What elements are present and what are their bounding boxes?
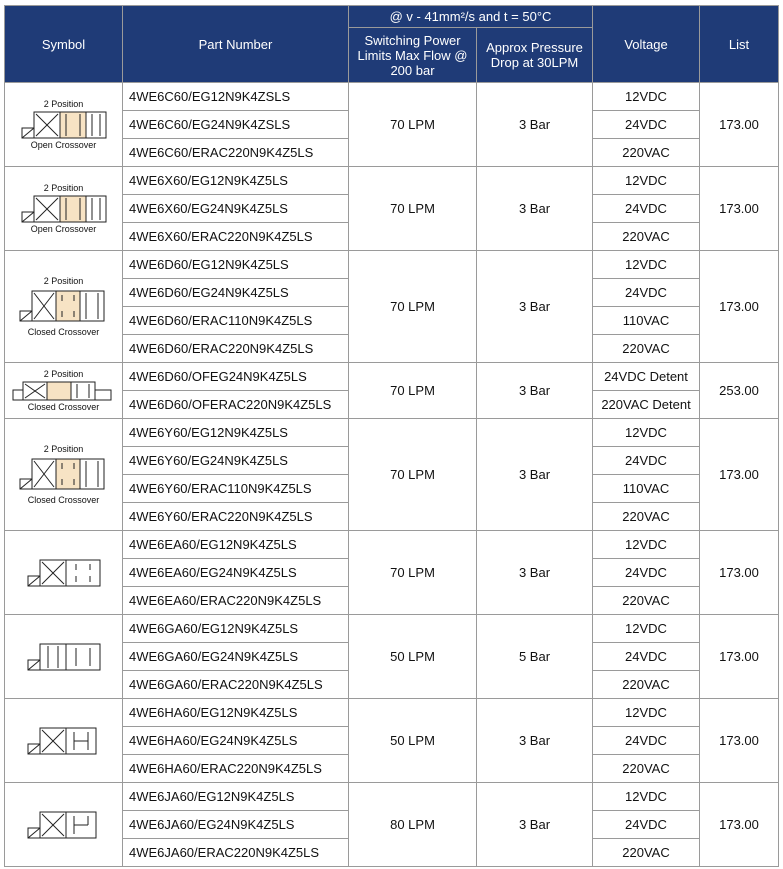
voltage-cell: 220VAC bbox=[593, 335, 700, 363]
part-number-cell: 4WE6Y60/ERAC110N9K4Z5LS bbox=[123, 475, 349, 503]
symbol-top-label: 2 Position bbox=[43, 275, 84, 286]
voltage-cell: 12VDC bbox=[593, 251, 700, 279]
list-price-cell: 173.00 bbox=[700, 783, 779, 867]
voltage-cell: 220VAC Detent bbox=[593, 391, 700, 419]
table-row bbox=[5, 531, 779, 559]
col-header-conditions: @ v - 41mm²/s and t = 50°C bbox=[349, 6, 593, 28]
voltage-cell: 12VDC bbox=[593, 615, 700, 643]
table-row bbox=[5, 699, 779, 727]
table-row bbox=[5, 783, 779, 811]
symbol-cell bbox=[5, 167, 123, 251]
flow-cell: 70 LPM bbox=[349, 167, 477, 251]
symbol-cell bbox=[5, 699, 123, 783]
part-number-cell: 4WE6HA60/EG12N9K4Z5LS bbox=[123, 699, 349, 727]
table-row bbox=[5, 419, 779, 447]
voltage-cell: 12VDC bbox=[593, 699, 700, 727]
voltage-cell: 24VDC bbox=[593, 111, 700, 139]
table-row bbox=[5, 251, 779, 279]
symbol-bottom-label: Closed Crossover bbox=[27, 326, 100, 337]
symbol-cell bbox=[5, 363, 123, 419]
flow-cell: 70 LPM bbox=[349, 83, 477, 167]
valve-symbol-icon bbox=[24, 640, 104, 674]
table-row bbox=[5, 167, 779, 195]
valve-symbol-icon bbox=[24, 556, 104, 590]
valve-symbol-icon bbox=[24, 808, 104, 842]
list-price-cell: 173.00 bbox=[700, 251, 779, 363]
part-number-cell: 4WE6D60/EG24N9K4Z5LS bbox=[123, 279, 349, 307]
valve-symbol-icon bbox=[11, 380, 117, 402]
flow-cell: 50 LPM bbox=[349, 699, 477, 783]
list-price-cell: 173.00 bbox=[700, 419, 779, 531]
valve-symbol-icon bbox=[18, 287, 110, 327]
part-number-cell: 4WE6C60/ERAC220N9K4Z5LS bbox=[123, 139, 349, 167]
col-header-symbol: Symbol bbox=[5, 6, 123, 83]
col-header-voltage: Voltage bbox=[593, 6, 700, 83]
pressure-cell: 3 Bar bbox=[477, 699, 593, 783]
part-number-cell: 4WE6HA60/ERAC220N9K4Z5LS bbox=[123, 755, 349, 783]
part-number-cell: 4WE6HA60/EG24N9K4Z5LS bbox=[123, 727, 349, 755]
part-number-cell: 4WE6EA60/ERAC220N9K4Z5LS bbox=[123, 587, 349, 615]
part-number-cell: 4WE6GA60/ERAC220N9K4Z5LS bbox=[123, 671, 349, 699]
part-number-cell: 4WE6JA60/EG24N9K4Z5LS bbox=[123, 811, 349, 839]
symbol-cell bbox=[5, 531, 123, 615]
valve-price-table bbox=[4, 5, 779, 867]
valve-symbol-icon bbox=[18, 110, 110, 140]
voltage-cell: 24VDC bbox=[593, 279, 700, 307]
flow-cell: 70 LPM bbox=[349, 251, 477, 363]
voltage-cell: 12VDC bbox=[593, 167, 700, 195]
list-price-cell: 173.00 bbox=[700, 615, 779, 699]
part-number-cell: 4WE6GA60/EG24N9K4Z5LS bbox=[123, 643, 349, 671]
pressure-cell: 3 Bar bbox=[477, 363, 593, 419]
symbol-top-label: 2 Position bbox=[43, 443, 84, 454]
flow-cell: 70 LPM bbox=[349, 419, 477, 531]
valve-symbol-icon bbox=[18, 455, 110, 495]
part-number-cell: 4WE6D60/ERAC220N9K4Z5LS bbox=[123, 335, 349, 363]
voltage-cell: 24VDC bbox=[593, 447, 700, 475]
voltage-cell: 24VDC bbox=[593, 195, 700, 223]
voltage-cell: 24VDC bbox=[593, 559, 700, 587]
symbol-bottom-label: Open Crossover bbox=[30, 223, 97, 234]
symbol-bottom-label: Closed Crossover bbox=[27, 494, 100, 505]
valve-symbol-icon bbox=[24, 724, 104, 758]
part-number-cell: 4WE6X60/EG12N9K4Z5LS bbox=[123, 167, 349, 195]
voltage-cell: 12VDC bbox=[593, 419, 700, 447]
part-number-cell: 4WE6C60/EG12N9K4ZSLS bbox=[123, 83, 349, 111]
list-price-cell: 253.00 bbox=[700, 363, 779, 419]
voltage-cell: 12VDC bbox=[593, 783, 700, 811]
symbol-cell bbox=[5, 419, 123, 531]
voltage-cell: 220VAC bbox=[593, 587, 700, 615]
part-number-cell: 4WE6EA60/EG24N9K4Z5LS bbox=[123, 559, 349, 587]
voltage-cell: 24VDC bbox=[593, 727, 700, 755]
voltage-cell: 24VDC bbox=[593, 643, 700, 671]
pressure-cell: 3 Bar bbox=[477, 83, 593, 167]
symbol-top-label: 2 Position bbox=[43, 368, 84, 379]
pressure-cell: 3 Bar bbox=[477, 251, 593, 363]
symbol-cell bbox=[5, 251, 123, 363]
symbol-cell bbox=[5, 615, 123, 699]
table-row bbox=[5, 363, 779, 391]
flow-cell: 50 LPM bbox=[349, 615, 477, 699]
part-number-cell: 4WE6C60/EG24N9K4ZSLS bbox=[123, 111, 349, 139]
voltage-cell: 110VAC bbox=[593, 307, 700, 335]
voltage-cell: 220VAC bbox=[593, 671, 700, 699]
pressure-cell: 5 Bar bbox=[477, 615, 593, 699]
list-price-cell: 173.00 bbox=[700, 167, 779, 251]
list-price-cell: 173.00 bbox=[700, 83, 779, 167]
part-number-cell: 4WE6Y60/EG12N9K4Z5LS bbox=[123, 419, 349, 447]
col-header-flow: Switching Power Limits Max Flow @ 200 bar bbox=[349, 28, 477, 83]
voltage-cell: 220VAC bbox=[593, 223, 700, 251]
flow-cell: 70 LPM bbox=[349, 531, 477, 615]
pressure-cell: 3 Bar bbox=[477, 783, 593, 867]
part-number-cell: 4WE6D60/OFEG24N9K4Z5LS bbox=[123, 363, 349, 391]
part-number-cell: 4WE6EA60/EG12N9K4Z5LS bbox=[123, 531, 349, 559]
voltage-cell: 220VAC bbox=[593, 139, 700, 167]
voltage-cell: 24VDC bbox=[593, 811, 700, 839]
part-number-cell: 4WE6D60/ERAC110N9K4Z5LS bbox=[123, 307, 349, 335]
pressure-cell: 3 Bar bbox=[477, 419, 593, 531]
part-number-cell: 4WE6JA60/ERAC220N9K4Z5LS bbox=[123, 839, 349, 867]
table-row bbox=[5, 83, 779, 111]
voltage-cell: 220VAC bbox=[593, 839, 700, 867]
col-header-part-number: Part Number bbox=[123, 6, 349, 83]
table-row bbox=[5, 615, 779, 643]
col-header-list: List bbox=[700, 6, 779, 83]
part-number-cell: 4WE6X60/EG24N9K4Z5LS bbox=[123, 195, 349, 223]
list-price-cell: 173.00 bbox=[700, 531, 779, 615]
symbol-cell bbox=[5, 783, 123, 867]
part-number-cell: 4WE6X60/ERAC220N9K4Z5LS bbox=[123, 223, 349, 251]
flow-cell: 70 LPM bbox=[349, 363, 477, 419]
pressure-cell: 3 Bar bbox=[477, 167, 593, 251]
symbol-bottom-label: Closed Crossover bbox=[27, 401, 100, 412]
list-price-cell: 173.00 bbox=[700, 699, 779, 783]
voltage-cell: 110VAC bbox=[593, 475, 700, 503]
pressure-cell: 3 Bar bbox=[477, 531, 593, 615]
symbol-top-label: 2 Position bbox=[43, 98, 84, 109]
voltage-cell: 220VAC bbox=[593, 503, 700, 531]
symbol-cell bbox=[5, 83, 123, 167]
flow-cell: 80 LPM bbox=[349, 783, 477, 867]
symbol-top-label: 2 Position bbox=[43, 182, 84, 193]
voltage-cell: 24VDC Detent bbox=[593, 363, 700, 391]
part-number-cell: 4WE6GA60/EG12N9K4Z5LS bbox=[123, 615, 349, 643]
part-number-cell: 4WE6Y60/ERAC220N9K4Z5LS bbox=[123, 503, 349, 531]
part-number-cell: 4WE6D60/OFERAC220N9K4Z5LS bbox=[123, 391, 349, 419]
col-header-pressure: Approx Pressure Drop at 30LPM bbox=[477, 28, 593, 83]
valve-symbol-icon bbox=[18, 194, 110, 224]
voltage-cell: 220VAC bbox=[593, 755, 700, 783]
voltage-cell: 12VDC bbox=[593, 83, 700, 111]
part-number-cell: 4WE6D60/EG12N9K4Z5LS bbox=[123, 251, 349, 279]
part-number-cell: 4WE6Y60/EG24N9K4Z5LS bbox=[123, 447, 349, 475]
symbol-bottom-label: Open Crossover bbox=[30, 139, 97, 150]
voltage-cell: 12VDC bbox=[593, 531, 700, 559]
part-number-cell: 4WE6JA60/EG12N9K4Z5LS bbox=[123, 783, 349, 811]
